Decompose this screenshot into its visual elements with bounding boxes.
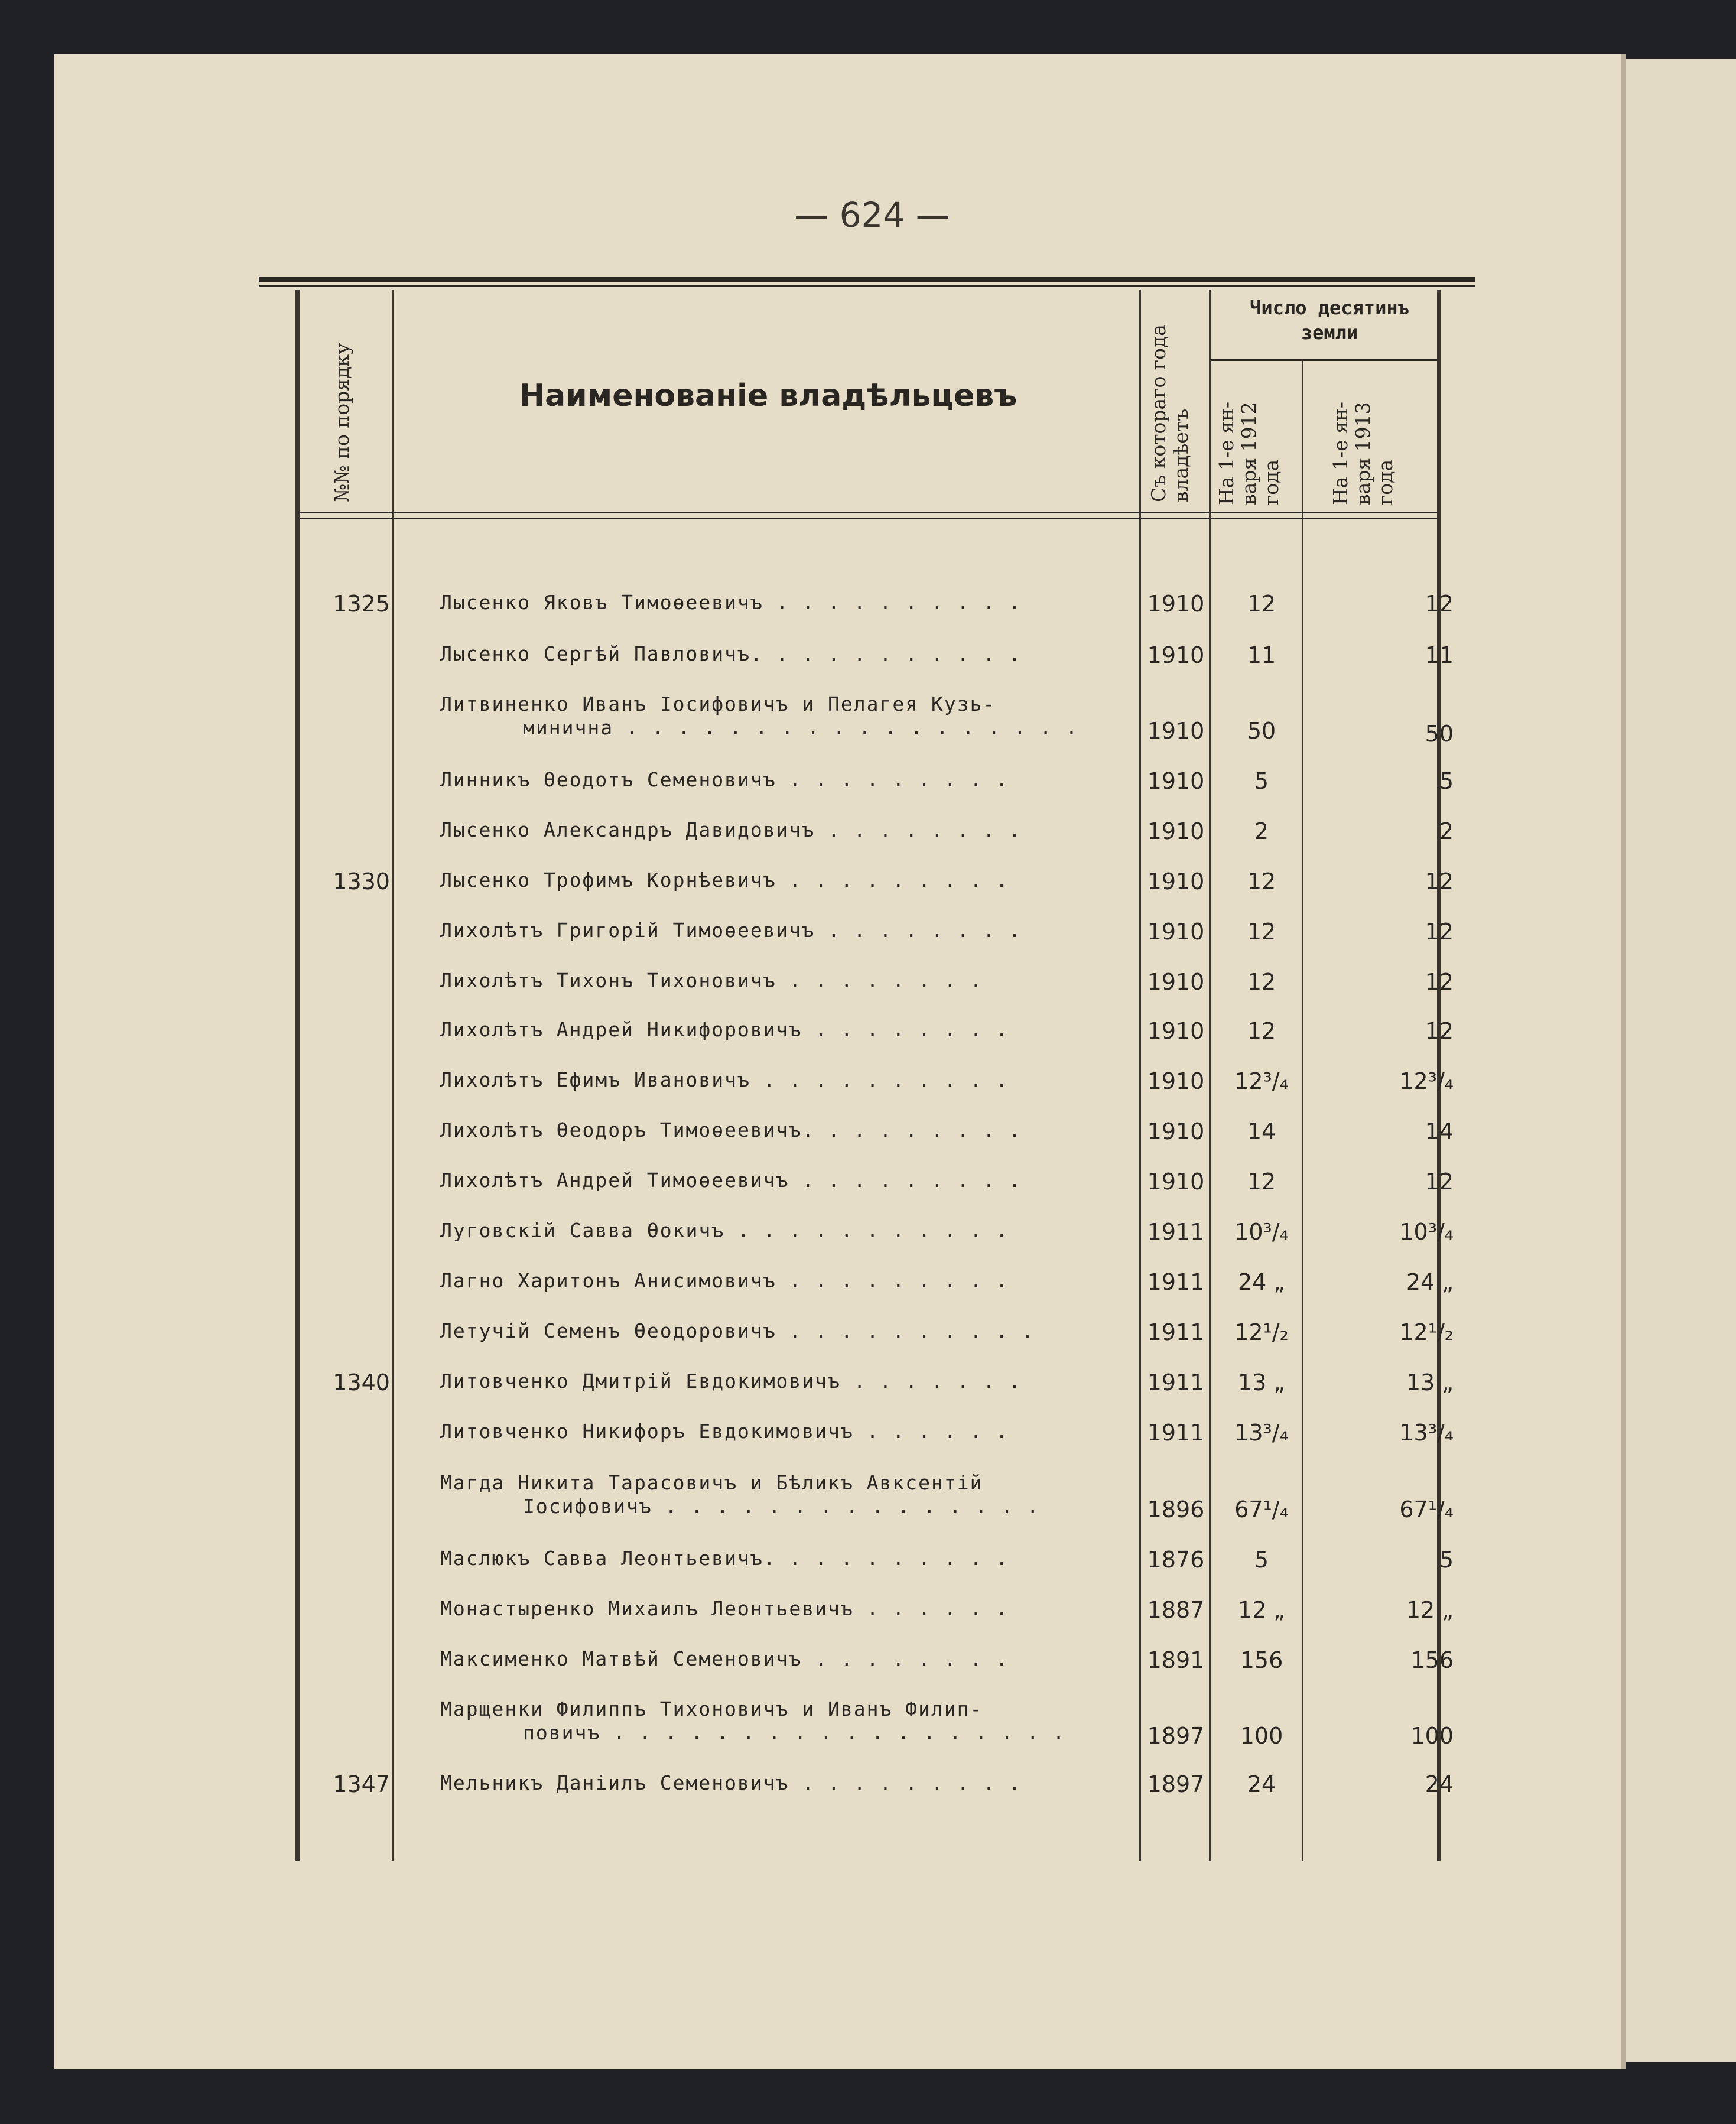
row-year: 1910 bbox=[1147, 969, 1205, 995]
row-name-line2: Іосифовичъ . . . . . . . . . . . . . . . bbox=[523, 1495, 1040, 1518]
table-row bbox=[0, 1597, 1736, 1644]
row-name-line1: Лихолѣтъ Ѳеодоръ Тимоѳеевичъ. . . . . . . . . bbox=[440, 1118, 1022, 1141]
row-name bbox=[440, 1370, 1134, 1393]
group-header-rule bbox=[1211, 359, 1439, 361]
row-name bbox=[440, 1771, 1134, 1795]
row-1912: 12 „ bbox=[1237, 1597, 1286, 1623]
row-1913: 5 bbox=[1439, 768, 1454, 794]
row-1913: 5 bbox=[1439, 1547, 1454, 1573]
row-name-line1: Лысенко Яковъ Тимоѳеевичъ . . . . . . . . . . bbox=[440, 591, 1022, 614]
header-bottom-rule-2 bbox=[298, 518, 1439, 519]
row-index: 1340 bbox=[333, 1370, 390, 1396]
row-name-line1: Литвиненко Иванъ Іосифовичъ и Пелагея Кузь- bbox=[440, 692, 996, 715]
table-row bbox=[0, 768, 1736, 815]
row-name bbox=[440, 1547, 1134, 1570]
row-name bbox=[440, 818, 1134, 842]
row-year: 1910 bbox=[1147, 1169, 1205, 1195]
row-name bbox=[440, 1420, 1134, 1443]
row-index: 1330 bbox=[333, 869, 390, 895]
table-row bbox=[0, 1471, 1736, 1523]
row-name bbox=[440, 1068, 1134, 1092]
row-name-line1: Лихолѣтъ Тихонъ Тихоновичъ . . . . . . . . bbox=[440, 969, 983, 992]
row-1913: 12 bbox=[1425, 869, 1454, 895]
row-1913: 14 bbox=[1425, 1118, 1454, 1144]
header-1913-line3: года bbox=[1374, 459, 1397, 505]
row-name-line1: Марщенки Филиппъ Тихоновичъ и Иванъ Филип- bbox=[440, 1697, 983, 1720]
header-1913 bbox=[1329, 402, 1397, 505]
row-1913: 156 bbox=[1410, 1647, 1454, 1673]
row-year: 1887 bbox=[1147, 1597, 1205, 1623]
row-name bbox=[440, 1219, 1134, 1242]
header-1912-line2: варя 1912 bbox=[1237, 402, 1260, 505]
row-1912: 11 bbox=[1247, 642, 1276, 668]
table-top-rule-thin bbox=[259, 285, 1475, 287]
row-year: 1897 bbox=[1147, 1723, 1205, 1749]
row-name bbox=[440, 1018, 1134, 1042]
row-name-line1: Литовченко Никифоръ Евдокимовичъ . . . . . . bbox=[440, 1420, 1009, 1443]
row-name bbox=[440, 1597, 1134, 1621]
row-1913: 12 bbox=[1425, 1169, 1454, 1195]
row-1913: 2 bbox=[1439, 818, 1454, 844]
row-name-line1: Лысенко Сергѣй Павловичъ. . . . . . . . . . . bbox=[440, 642, 1022, 665]
table-row bbox=[0, 1219, 1736, 1266]
row-1912: 13 „ bbox=[1237, 1370, 1286, 1396]
row-1913: 12³/₄ bbox=[1399, 1068, 1454, 1094]
row-name bbox=[440, 869, 1134, 892]
row-1912: 24 bbox=[1247, 1771, 1276, 1797]
row-name-line1: Луговскій Савва Ѳокичъ . . . . . . . . . . . bbox=[440, 1219, 1009, 1242]
row-name bbox=[440, 1169, 1134, 1192]
row-name-line1: Литовченко Дмитрій Евдокимовичъ . . . . . . . bbox=[440, 1370, 1022, 1393]
row-name-line2: минична . . . . . . . . . . . . . . . . . . bbox=[523, 716, 1079, 739]
header-name: Наименованіе владѣльцевъ bbox=[519, 378, 1017, 414]
table-row bbox=[0, 1697, 1736, 1749]
row-1912: 5 bbox=[1254, 1547, 1269, 1573]
row-year: 1910 bbox=[1147, 591, 1205, 617]
table-top-rule bbox=[259, 277, 1475, 282]
row-name-line1: Маслюкъ Савва Леонтьевичъ. . . . . . . . . . bbox=[440, 1547, 1009, 1570]
table-row bbox=[0, 1547, 1736, 1594]
header-1913-line1: На 1-е ян- bbox=[1329, 401, 1352, 505]
row-1913: 12 bbox=[1425, 969, 1454, 995]
row-1912: 13³/₄ bbox=[1234, 1420, 1289, 1446]
header-since-line1: Съ котораго года bbox=[1147, 324, 1170, 502]
row-name bbox=[440, 1471, 1134, 1518]
row-name-line1: Лихолѣтъ Григорій Тимоѳеевичъ . . . . . . . . bbox=[440, 919, 1022, 942]
table-row bbox=[0, 1420, 1736, 1467]
page-number: — 624 — bbox=[794, 195, 950, 235]
row-name bbox=[440, 1269, 1134, 1293]
row-year: 1911 bbox=[1147, 1420, 1205, 1446]
row-1912: 12 bbox=[1247, 969, 1276, 995]
table-row bbox=[0, 1370, 1736, 1417]
row-1913: 13³/₄ bbox=[1399, 1420, 1454, 1446]
table-row bbox=[0, 1118, 1736, 1166]
row-1913: 24 bbox=[1425, 1771, 1454, 1797]
table-row bbox=[0, 1269, 1736, 1316]
table-row bbox=[0, 642, 1736, 689]
row-1913: 12¹/₂ bbox=[1399, 1319, 1454, 1345]
row-name-line1: Лихолѣтъ Андрей Никифоровичъ . . . . . . . . bbox=[440, 1018, 1009, 1041]
row-1912: 24 „ bbox=[1237, 1269, 1286, 1295]
header-since bbox=[1147, 324, 1192, 502]
row-1913: 11 bbox=[1425, 642, 1454, 668]
row-index: 1325 bbox=[333, 591, 390, 617]
row-name-line1: Лысенко Александръ Давидовичъ . . . . . . . . bbox=[440, 818, 1022, 841]
row-1913: 13 „ bbox=[1406, 1370, 1454, 1396]
row-1912: 67¹/₄ bbox=[1234, 1497, 1289, 1523]
row-1912: 5 bbox=[1254, 768, 1269, 794]
header-1912-line1: На 1-е ян- bbox=[1215, 401, 1238, 505]
row-1912: 12 bbox=[1247, 1018, 1276, 1044]
row-year: 1910 bbox=[1147, 642, 1205, 668]
row-1913: 50 bbox=[1425, 721, 1454, 747]
row-year: 1911 bbox=[1147, 1370, 1205, 1396]
row-name-line1: Лагно Харитонъ Анисимовичъ . . . . . . . . . bbox=[440, 1269, 1009, 1292]
row-name-line1: Максименко Матвѣй Семеновичъ . . . . . . . . bbox=[440, 1647, 1009, 1670]
row-1912: 14 bbox=[1247, 1118, 1276, 1144]
table-row bbox=[0, 818, 1736, 866]
row-1912: 12 bbox=[1247, 869, 1276, 895]
row-year: 1910 bbox=[1147, 869, 1205, 895]
row-name-line1: Летучій Семенъ Ѳеодоровичъ . . . . . . . . . . bbox=[440, 1319, 1035, 1342]
row-1913: 12 bbox=[1425, 591, 1454, 617]
row-year: 1911 bbox=[1147, 1219, 1205, 1245]
row-name-line1: Магда Никита Тарасовичъ и Бѣликъ Авксентій bbox=[440, 1471, 983, 1494]
row-1913: 24 „ bbox=[1406, 1269, 1454, 1295]
header-1912 bbox=[1215, 402, 1283, 505]
header-group-line1: Число десятинъ bbox=[1250, 297, 1409, 319]
row-year: 1911 bbox=[1147, 1269, 1205, 1295]
row-year: 1897 bbox=[1147, 1771, 1205, 1797]
table-row bbox=[0, 1018, 1736, 1065]
row-name bbox=[440, 1118, 1134, 1142]
row-index: 1347 bbox=[333, 1771, 390, 1797]
row-name bbox=[440, 642, 1134, 666]
table-row bbox=[0, 1068, 1736, 1115]
row-year: 1910 bbox=[1147, 1068, 1205, 1094]
table-row bbox=[0, 1319, 1736, 1367]
row-name-line1: Мельникъ Даніилъ Семеновичъ . . . . . . . . . bbox=[440, 1771, 1022, 1794]
row-year: 1911 bbox=[1147, 1319, 1205, 1345]
row-year: 1910 bbox=[1147, 718, 1205, 744]
header-1912-line3: года bbox=[1260, 459, 1283, 505]
row-year: 1910 bbox=[1147, 768, 1205, 794]
row-year: 1876 bbox=[1147, 1547, 1205, 1573]
row-year: 1896 bbox=[1147, 1497, 1205, 1523]
row-name bbox=[440, 1319, 1134, 1343]
row-name bbox=[440, 1647, 1134, 1671]
row-year: 1891 bbox=[1147, 1647, 1205, 1673]
row-name-line1: Лихолѣтъ Ефимъ Ивановичъ . . . . . . . . . . bbox=[440, 1068, 1009, 1091]
row-1913: 12 bbox=[1425, 919, 1454, 945]
row-1913: 100 bbox=[1410, 1723, 1454, 1749]
table-row bbox=[0, 969, 1736, 1016]
row-name bbox=[440, 591, 1134, 614]
row-name-line1: Монастыренко Михаилъ Леонтьевичъ . . . . . . bbox=[440, 1597, 1009, 1620]
table-row bbox=[0, 1169, 1736, 1216]
row-name-line1: Лихолѣтъ Андрей Тимоѳеевичъ . . . . . . . . . bbox=[440, 1169, 1022, 1192]
row-1912: 12 bbox=[1247, 919, 1276, 945]
header-1913-line2: варя 1913 bbox=[1351, 402, 1374, 505]
row-1912: 100 bbox=[1240, 1723, 1283, 1749]
header-bottom-rule bbox=[298, 512, 1439, 513]
table-row bbox=[0, 692, 1736, 747]
row-name bbox=[440, 768, 1134, 792]
row-1912: 50 bbox=[1247, 718, 1276, 744]
table-row bbox=[0, 869, 1736, 916]
row-1913: 10³/₄ bbox=[1399, 1219, 1454, 1245]
row-year: 1910 bbox=[1147, 919, 1205, 945]
row-1912: 12 bbox=[1247, 1169, 1276, 1195]
row-1913: 12 „ bbox=[1406, 1597, 1454, 1623]
table-row bbox=[0, 1771, 1736, 1819]
row-1913: 67¹/₄ bbox=[1399, 1497, 1454, 1523]
row-1912: 12 bbox=[1247, 591, 1276, 617]
row-1913: 12 bbox=[1425, 1018, 1454, 1044]
row-1912: 10³/₄ bbox=[1234, 1219, 1289, 1245]
row-year: 1910 bbox=[1147, 1018, 1205, 1044]
row-name-line1: Лысенко Трофимъ Корнѣевичъ . . . . . . . . . bbox=[440, 869, 1009, 892]
header-group bbox=[1211, 295, 1448, 345]
row-year: 1910 bbox=[1147, 818, 1205, 844]
header-since-line2: владѣетъ bbox=[1169, 408, 1192, 502]
row-name bbox=[440, 1697, 1134, 1745]
table-row bbox=[0, 1647, 1736, 1694]
row-year: 1910 bbox=[1147, 1118, 1205, 1144]
table-row bbox=[0, 919, 1736, 966]
header-index: №№ по порядку bbox=[330, 343, 353, 502]
row-name-line2: повичъ . . . . . . . . . . . . . . . . . . bbox=[523, 1721, 1066, 1744]
header-group-line2: земли bbox=[1301, 321, 1358, 344]
row-name bbox=[440, 969, 1134, 993]
row-name bbox=[440, 692, 1134, 740]
row-1912: 12¹/₂ bbox=[1234, 1319, 1289, 1345]
row-name bbox=[440, 919, 1134, 942]
row-name-line1: Линникъ Ѳеодотъ Семеновичъ . . . . . . . . . bbox=[440, 768, 1009, 791]
row-1912: 12³/₄ bbox=[1234, 1068, 1289, 1094]
table-row bbox=[0, 591, 1736, 638]
row-1912: 2 bbox=[1254, 818, 1269, 844]
row-1912: 156 bbox=[1240, 1647, 1283, 1673]
